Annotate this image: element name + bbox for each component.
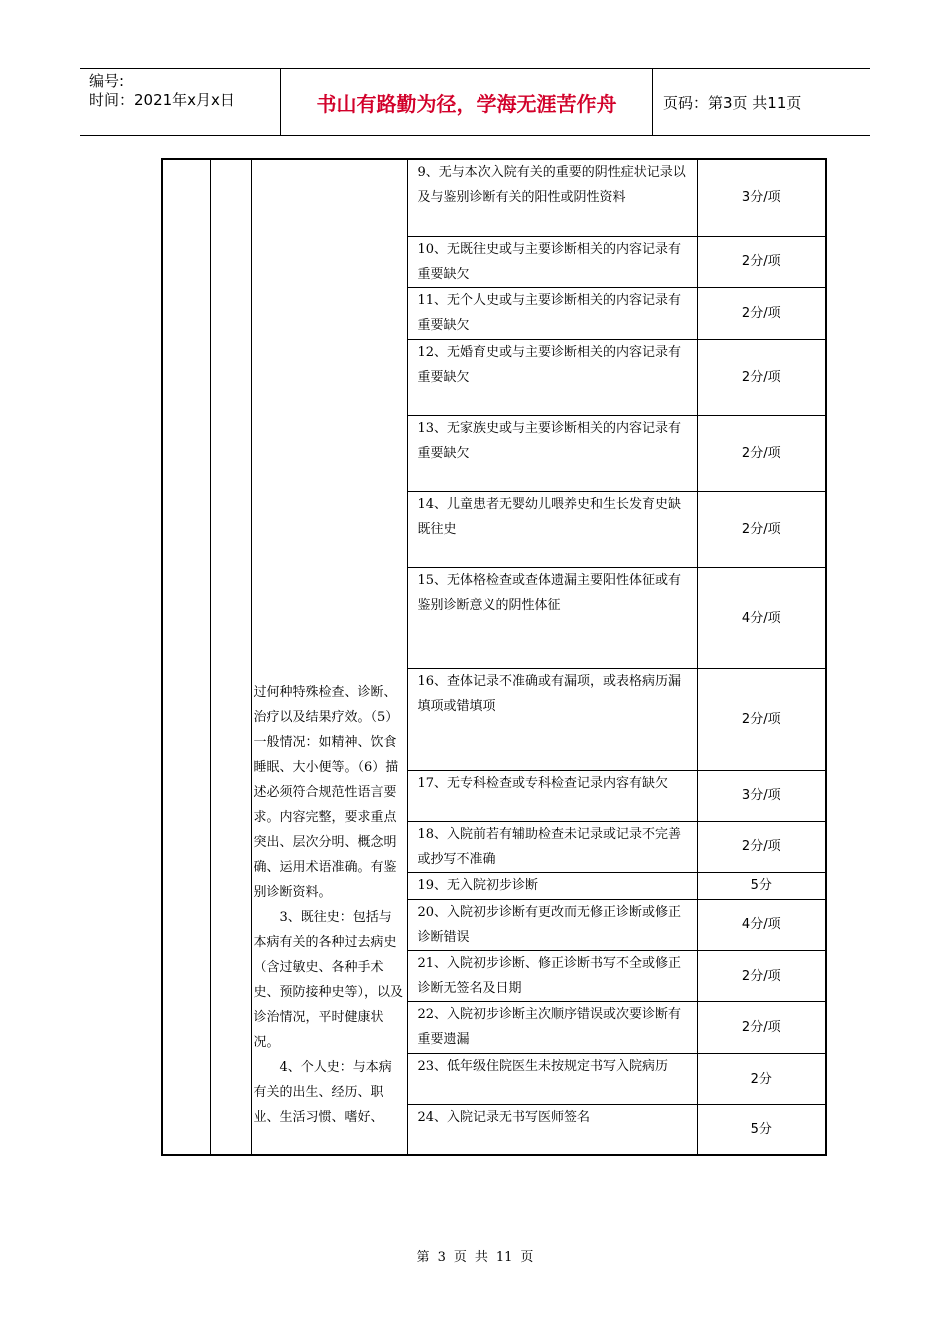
header-page-info: 页码：第3页 共11页 xyxy=(663,93,802,112)
requirement-para-2: 3、既往史：包括与本病有关的各种过去病史（含过敏史、各种手术史、预防接种史等），以及诊治情况，平时健康状况。 xyxy=(253,910,404,1050)
deduction-item: 19、无入院初步诊断 xyxy=(407,872,697,899)
number-label: 编号: xyxy=(89,72,125,90)
deduction-item: 23、低年级住院医生未按规定书写入院病历 xyxy=(407,1054,697,1105)
deduction-score: 5分 xyxy=(697,1105,826,1155)
header-motto: 书山有路勤为径，学海无涯苦作舟 xyxy=(281,69,653,135)
footer-di: 第 xyxy=(416,1250,430,1265)
deduction-item: 12、无婚育史或与主要诊断相关的内容记录有重要缺欠 xyxy=(407,339,697,415)
deduction-score: 2分/项 xyxy=(697,950,826,1001)
deduction-item: 9、无与本次入院有关的重要的阴性症状记录以及与鉴别诊断有关的阳性或阴性资料 xyxy=(407,159,697,236)
subcategory-cell xyxy=(210,159,251,1155)
deduction-item: 14、儿童患者无婴幼儿喂养史和生长发育史缺既往史 xyxy=(407,492,697,568)
header-meta xyxy=(80,69,281,135)
deduction-item: 11、无个人史或与主要诊断相关的内容记录有重要缺欠 xyxy=(407,287,697,339)
deduction-score: 2分/项 xyxy=(697,669,826,770)
deduction-score: 4分/项 xyxy=(697,899,826,950)
deduction-score: 2分/项 xyxy=(697,415,826,491)
deduction-item: 22、入院初步诊断主次顺序错误或次要诊断有重要遗漏 xyxy=(407,1002,697,1054)
deduction-item: 16、查体记录不准确或有漏项，或表格病历漏填项或错填项 xyxy=(407,669,697,770)
requirement-text xyxy=(254,680,405,1130)
deduction-score: 2分/项 xyxy=(697,236,826,287)
deduction-score: 2分/项 xyxy=(697,1002,826,1054)
deduction-score: 3分/项 xyxy=(697,159,826,236)
deduction-score: 2分/项 xyxy=(697,492,826,568)
deduction-item: 15、无体格检查或查体遗漏主要阳性体征或有鉴别诊断意义的阴性体征 xyxy=(407,568,697,669)
deduction-item: 24、入院记录无书写医师签名 xyxy=(407,1105,697,1155)
requirement-cell xyxy=(251,159,407,1155)
category-cell xyxy=(162,159,210,1155)
deduction-score: 2分/项 xyxy=(697,339,826,415)
requirement-para-3: 4、个人史：与本病有关的出生、经历、职业、生活习惯、嗜好、 xyxy=(253,1060,392,1125)
footer-ye-2: 页 xyxy=(520,1250,534,1265)
requirement-para-1: 过何种特殊检查、诊断、治疗以及结果疗效。（5）一般情况：如精神、饮食睡眠、大小便等。（6）描述必须符合规范性语言要求。内容完整，要求重点突出、层次分明、概念明确、运用术语准确。有鉴别诊断资料。 xyxy=(253,685,399,900)
time-line: 时间：2021年x月x日 xyxy=(89,91,235,109)
deduction-item: 21、入院初步诊断、修正诊断书写不全或修正诊断无签名及日期 xyxy=(407,950,697,1001)
deduction-score: 2分 xyxy=(697,1054,826,1105)
deduction-score: 2分/项 xyxy=(697,287,826,339)
footer-ye: 页 xyxy=(453,1250,467,1265)
deduction-score: 5分 xyxy=(697,872,826,899)
deduction-item: 17、无专科检查或专科检查记录内容有缺欠 xyxy=(407,770,697,821)
footer-gong: 共 xyxy=(474,1250,488,1265)
deduction-item: 18、入院前若有辅助检查未记录或记录不完善或抄写不准确 xyxy=(407,821,697,872)
deduction-item: 20、入院初步诊断有更改而无修正诊断或修正诊断错误 xyxy=(407,899,697,950)
page-footer xyxy=(0,1246,950,1265)
deduction-item: 10、无既往史或与主要诊断相关的内容记录有重要缺欠 xyxy=(407,236,697,287)
footer-total-pages: 11 xyxy=(495,1250,513,1265)
scoring-table xyxy=(161,158,827,1156)
deduction-item: 13、无家族史或与主要诊断相关的内容记录有重要缺欠 xyxy=(407,415,697,491)
deduction-score: 3分/项 xyxy=(697,770,826,821)
deduction-score: 2分/项 xyxy=(697,821,826,872)
deduction-score: 4分/项 xyxy=(697,568,826,669)
page-header xyxy=(80,68,870,136)
footer-page-number: 3 xyxy=(437,1250,446,1265)
